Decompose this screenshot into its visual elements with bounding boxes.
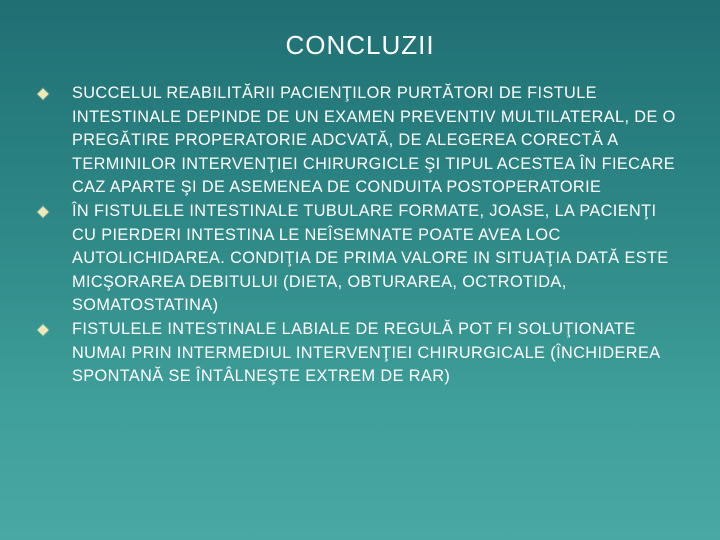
bullet-text: FISTULELE INTESTINALE LABIALE DE REGULĂ POT FI SOLUŢIONATE NUMAI PRIN INTERMEDIUL INTERVENŢIEI CHIRURGICALE (ÎNCHIDEREA SPONTANĂ SE ÎNTÂLNEŞTE EXTREM DE RAR)	[72, 319, 660, 386]
bullet-item	[34, 318, 684, 389]
bullet-list	[34, 82, 684, 389]
bullet-text: SUCCELUL REABILITĂRII PACIENŢILOR PURTĂTORI DE FISTULE INTESTINALE DEPINDE DE UN EXAMEN PREVENTIV MULTILATERAL, DE O PREGĂTIRE PROPERATORIE ADCVATĂ, DE ALEGEREA CORECTĂ A TERMINILOR INTERVENŢIEI CHIRURGICLE ŞI TIPUL ACESTEA ÎN FIECARE CAZ APARTE ŞI DE ASEMENEA DE CONDUITA POSTOPERATORIE	[72, 84, 676, 197]
diamond-bullet-icon	[37, 206, 48, 217]
bullet-item	[34, 200, 684, 318]
slide-title: CONCLUZII	[285, 30, 435, 60]
diamond-bullet-icon	[37, 324, 48, 335]
bullet-text: ÎN FISTULELE INTESTINALE TUBULARE FORMATE, JOASE, LA PACIENŢI CU PIERDERI INTESTINA LE NEÎSEMNATE POATE AVEA LOC AUTOLICHIDAREA. CONDIŢIA DE PRIMA VALORE IN SITUAŢIA DATĂ ESTE MICŞORAREA DEBITULUI (DIETA, OBTURAREA, OCTROTIDA, SOMATOSTATINA)	[72, 201, 669, 315]
diamond-bullet-icon	[37, 88, 48, 99]
bullet-item	[34, 82, 684, 200]
